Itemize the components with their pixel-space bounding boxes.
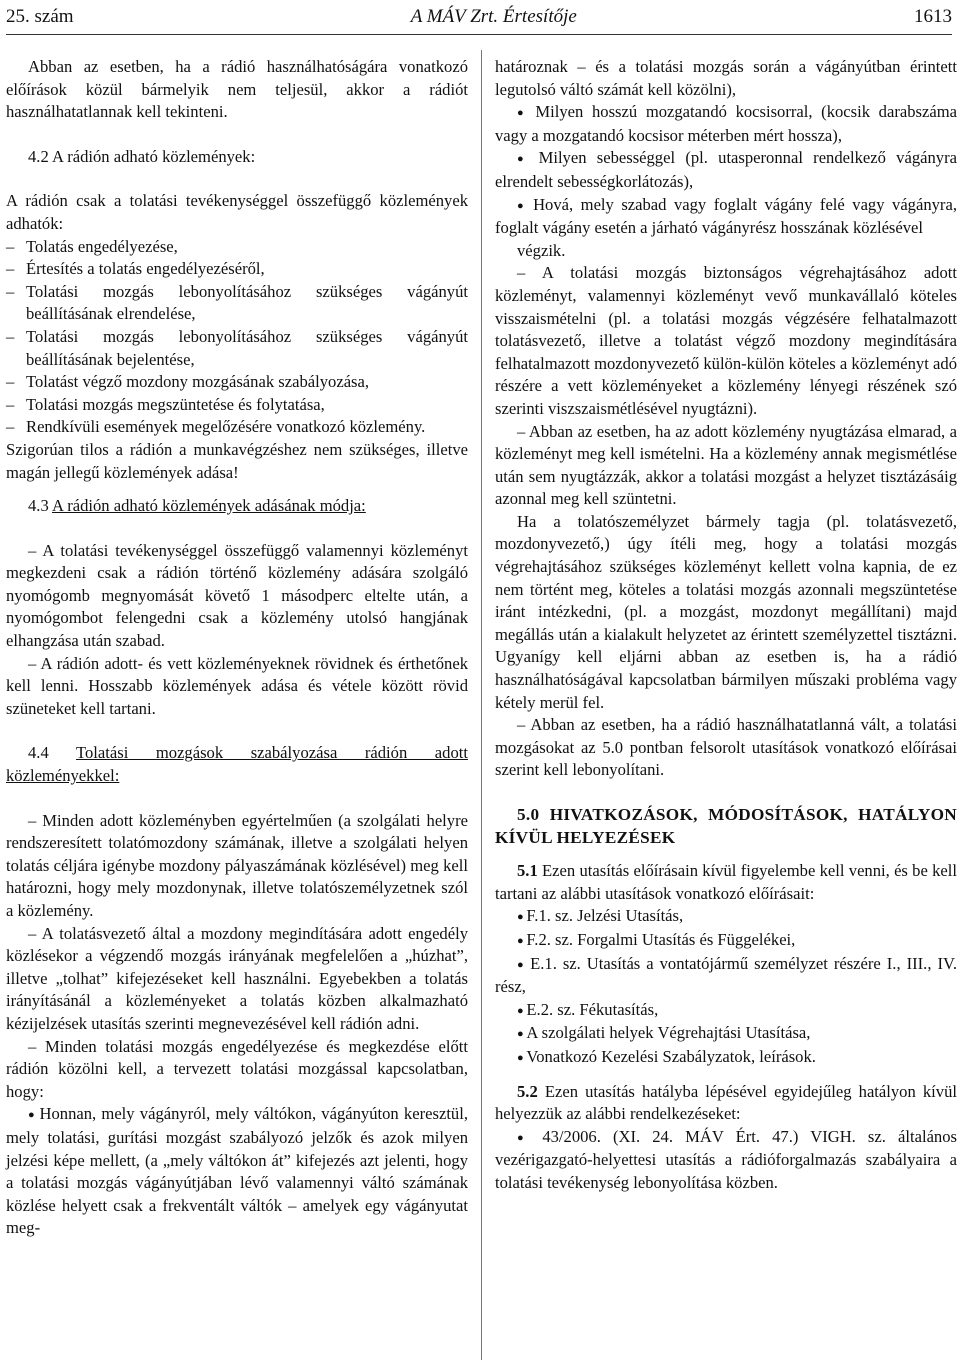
section-4-2-heading: 4.2 A rádión adható közlemények: [28, 146, 256, 166]
header-rule [6, 34, 952, 35]
list-item: – A tolatásvezető által a mozdony megindítására adott engedély közlésekor a végzendő mozgás irányának megfelelően a „húzhat”, illetve „tolhat” kifejezéseket kell használni. Egyebekben a tolatás irányításánál a közleményeket a tolatás közben alkalmazható kézijelzések utasítás szerinti megnevezésével kell rádión adni. [6, 923, 468, 1036]
list-item: – A tolatási tevékenységgel összefüggő valamennyi közleményt megkezdeni csak a rádión történő közlemény adására szolgáló nyomógomb megnyomását követő 1 másodperc eltelte után, a nyomógombot felengedni csak a közlemény utolsó hangjának elhangzása után szabad. [6, 540, 468, 653]
section-4-2-text: A rádión csak a tolatási tevékenységgel összefüggő közlemények adhatók: [6, 191, 468, 233]
list-item: – Minden adott közleményben egyértelműen (a szolgálati helyre rendszeresített tolatómozdony számának, illetve a szolgálati helyen tolatás céljára igénybe mozdony pályaszámának közlésével) meg kell határozni, hogy mely mozdonynak, illetve tolatószemélyzetnek szól a közlemény. [6, 810, 468, 923]
section-title: Tolatási mozgások szabályozása rádión adott közleményekkel: [6, 743, 468, 786]
paragraph: Ha a tolatószemélyzet bármely tagja (pl. tolatásvezető, mozdonyvezető,) úgy ítéli meg, hogy a tolatási mozgás végrehajtásához szükséges közleményt kellett volna kapnia, de ez nem történt meg, köteles a tolatási mozgás azonnali megszüntetése iránt intézkedni, (pl. a mozgást, mozdonyt megállítani) majd megállás után a kialakult helyzetet az érintett személyzettel tisztázni. Ugyanígy kell eljárni abban az esetben is, ha a rádió használhatóságával kapcsolatban bármilyen műszaki probléma vagy kétely merül fel. [495, 511, 957, 712]
list-item: – A tolatási mozgás biztonságos végrehajtásához adott közleményt, valamennyi közleményt vevő munkavállaló köteles visszaismételni (pl. a tolatási mozgás végzésére felhatalmazott tolatásvezető, illetve a tolatást végző mozdony megindítására felhatalmazott mozdonyvezető külön-külön köteles a közleményt adó részére a vett közleményeket a közlemény lényegi részének szó szerinti viszszaismétlésével nyugtázni). [495, 262, 957, 420]
list-item: – Tolatási mozgás lebonyolításához szükséges vágányút beállításának bejelentése, [6, 326, 468, 371]
publication-title: A MÁV Zrt. Értesítője [410, 6, 577, 27]
bullet-item: ● Hová, mely szabad vagy foglalt vágány felé vagy vágányra, foglalt vágány esetén a járható vágányrész hosszának közlésével [495, 194, 957, 240]
list-item: – Minden tolatási mozgás engedélyezése és megkezdése előtt rádión közölni kell, a tervezett tolatási mozgással kapcsolatban, hogy: [6, 1036, 468, 1104]
section-5-1-paragraph [495, 860, 957, 905]
column-divider [481, 50, 482, 1360]
list-item: – A rádión adott- és vett közleményeknek rövidnek és érthetőnek kell lenni. Hosszabb közlemények adása és vétele között rövid szüneteket kell tartani. [6, 653, 468, 721]
page-header [6, 2, 952, 32]
bullet-item: ● E.2. sz. Fékutasítás, [495, 999, 957, 1023]
warning-paragraph: Szigorúan tilos a rádión a munkavégzéshez nem szükséges, illetve magán jellegű közlemények adása! [6, 439, 468, 482]
section-text: Ezen utasítás hatályba lépésével egyidejűleg hatályon kívül helyezzük az alábbi rendelkezéseket: [495, 1081, 957, 1124]
page-number: 1613 [914, 6, 952, 27]
section-4-4-heading [6, 742, 468, 787]
bullet-item: ● F.1. sz. Jelzési Utasítás, [495, 905, 957, 929]
list-item: – Rendkívüli események megelőzésére vonatkozó közlemény. [6, 416, 468, 439]
list-item: – Értesítés a tolatás engedélyezéséről, [6, 258, 468, 281]
section-number: 4.3 [28, 496, 49, 516]
list-item: – Tolatás engedélyezése, [6, 236, 468, 259]
bullet-item: ● Vonatkozó Kezelési Szabályzatok, leírások. [495, 1046, 957, 1070]
section-5-0-heading: 5.0 HIVATKOZÁSOK, MÓDOSÍTÁSOK, HATÁLYON KÍVÜL HELYEZÉSEK [495, 805, 957, 847]
section-title: A rádión adható közlemények adásának módja: [51, 496, 366, 516]
intro-paragraph: Abban az esetben, ha a rádió használhatóságára vonatkozó előírások közül bármelyik nem teljesül, akkor a rádiót használhatatlannak kell tekinteni. [6, 57, 468, 122]
section-4-3-heading [6, 495, 468, 518]
continued-word: végzik. [517, 240, 566, 260]
bullet-item: ● E.1. sz. Utasítás a vontatójármű személyzet részére I., III., IV. rész, [495, 953, 957, 999]
bullet-item: ● Honnan, mely vágányról, mely váltókon, vágányúton keresztül, mely tolatási, gurítási mozgást szabályozó jelzők és azok milyen jelzési képe mellett, (a „mely váltókon át” kifejezés azt jelenti, hogy a tolatási mozgás vágányútjában lévő valamennyi váltó számának közlése helyett csak a frekventált váltók – amelyek egy vágányutat meg- [6, 1103, 468, 1240]
section-number: 4.4 [28, 743, 49, 763]
bullet-item: ● A szolgálati helyek Végrehajtási Utasítása, [495, 1022, 957, 1046]
section-5-2-paragraph [495, 1081, 957, 1126]
list-item: – Tolatási mozgás megszüntetése és folytatása, [6, 394, 468, 417]
bullet-item: ● 43/2006. (XI. 24. MÁV Ért. 47.) VIGH. sz. általános vezérigazgató-helyettesi utasítás a rádióforgalmazás szabályaira a tolatási tevékenység lebonyolítása közben. [495, 1126, 957, 1195]
list-item: – Abban az esetben, ha a rádió használhatatlanná vált, a tolatási mozgásokat az 5.0 pontban felsorolt utasítások vonatkozó előírásai szerint kell lebonyolítani. [495, 714, 957, 782]
bullet-item: ● F.2. sz. Forgalmi Utasítás és Függelékei, [495, 929, 957, 953]
bullet-item: ● Milyen hosszú mozgatandó kocsisorral, (kocsik darabszáma vagy a mozgatandó kocsisor méterben mért hossza), [495, 101, 957, 147]
list-item: – Abban az esetben, ha az adott közlemény nyugtázása elmarad, a közleményt meg kell ismételni. Ha a közlemény annak megismétlése után sem nyugtázzák, akkor a tolatási mozgást a helyzet tisztázásáig azonnal meg kell szüntetni. [495, 421, 957, 511]
bullet-item: ● Milyen sebességgel (pl. utasperonnal rendelkező vágányra elrendelt sebességkorlátozás), [495, 147, 957, 193]
left-column [6, 56, 468, 1240]
right-column [495, 56, 957, 1195]
section-text: Ezen utasítás előírásain kívül figyelembe kell venni, és be kell tartani az alábbi utasítások vonatkozó előírásait: [495, 861, 957, 903]
list-item: – Tolatási mozgás lebonyolításához szükséges vágányút beállításának elrendelése, [6, 281, 468, 326]
section-number: 5.1 [517, 861, 538, 881]
list-item: – Tolatást végző mozdony mozgásának szabályozása, [6, 371, 468, 394]
section-number: 5.2 [517, 1081, 538, 1101]
issue-number: 25. szám [6, 6, 74, 27]
continued-text: határoznak – és a tolatási mozgás során a vágányútban érintett legutolsó váltó számát kell közölni), [495, 57, 957, 99]
